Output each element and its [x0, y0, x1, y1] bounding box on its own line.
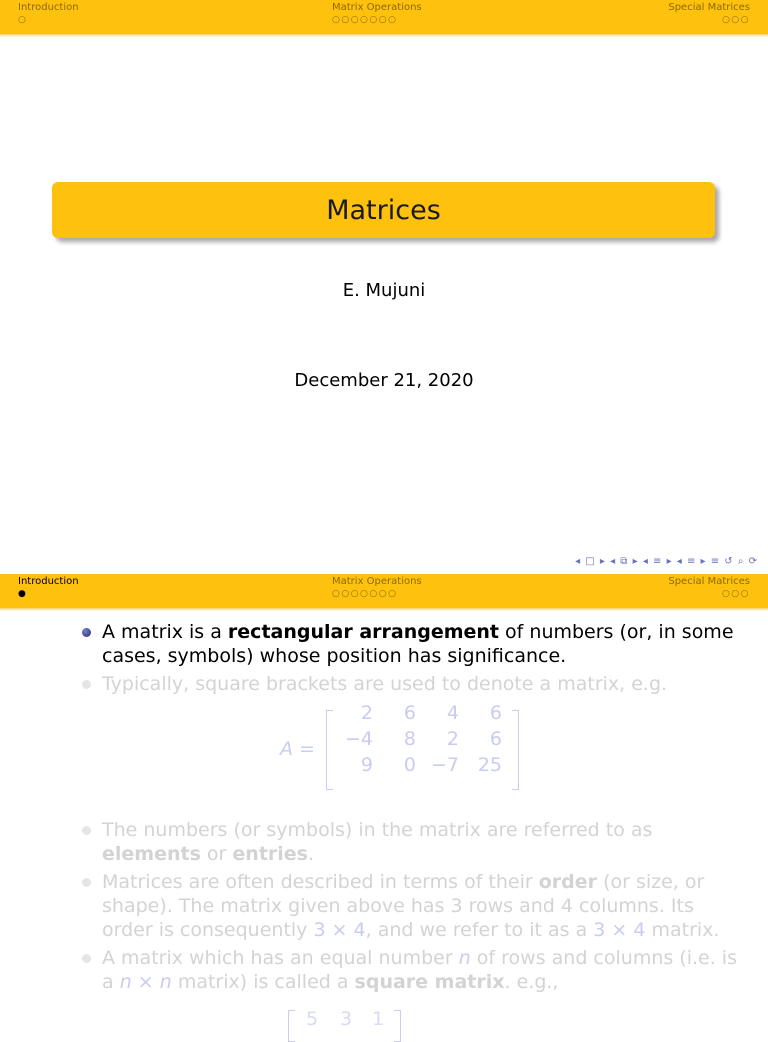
beamer-navigation-icons[interactable]: ◂ □ ▸ ◂ ⧉ ▸ ◂ ≡ ▸ ◂ ≡ ▸ ≡ ↺ ⌕ ⟳: [575, 556, 758, 567]
bullet-icon: [82, 628, 91, 637]
title-box: [52, 182, 715, 238]
nav-introduction-active[interactable]: Introduction: [18, 576, 79, 587]
bullet-icon: [82, 680, 91, 689]
list-item: A matrix is a rectangular arrangement of numbers (or, in some cases, symbols) whose position has significance.: [80, 620, 740, 668]
left-bracket: [288, 1010, 295, 1042]
date: December 21, 2020: [294, 370, 474, 391]
nav-dots-introduction-active[interactable]: ●: [18, 589, 28, 599]
nav-special-matrices[interactable]: Special Matrices: [668, 2, 750, 13]
list-item: Matrices are often described in terms of their order (or size, or shape). The matrix given above has 3 rows and 4 columns. Its order is consequently 3 × 4, and we refer to it as a 3 × 4 matrix.: [80, 870, 740, 942]
nav-dots-matrix-operations[interactable]: ○○○○○○○: [332, 589, 398, 599]
nav-dots-matrix-operations[interactable]: ○○○○○○○: [332, 15, 398, 25]
nav-matrix-operations[interactable]: Matrix Operations: [332, 576, 422, 587]
slide-content: [80, 620, 740, 998]
page-title: Matrices: [326, 195, 441, 226]
matrix-row: 9 0 −7 25: [360, 754, 502, 776]
bullet-icon: [82, 954, 91, 963]
nav-matrix-operations[interactable]: Matrix Operations: [332, 2, 422, 13]
bullet-icon: [82, 826, 91, 835]
headline-bar-slide2: [0, 574, 768, 608]
right-bracket: [394, 1010, 401, 1042]
matrix-row: −4 8 2 6: [344, 728, 502, 750]
headline-bar-slide1: [0, 0, 768, 34]
nav-dots-introduction[interactable]: ○: [18, 15, 28, 25]
list-item: The numbers (or symbols) in the matrix are referred to as elements or entries.: [80, 818, 740, 866]
nav-dots-special-matrices[interactable]: ○○○: [721, 589, 750, 599]
author: E. Mujuni: [342, 280, 426, 301]
right-bracket: [512, 710, 519, 790]
matrix-row: 2 6 4 6: [360, 702, 502, 724]
nav-special-matrices[interactable]: Special Matrices: [668, 576, 750, 587]
list-item: Typically, square brackets are used to denote a matrix, e.g.: [80, 672, 740, 696]
left-bracket: [326, 710, 333, 790]
bullet-icon: [82, 878, 91, 887]
list-item: A matrix which has an equal number n of rows and columns (i.e. is a n × n matrix) is called a square matrix. e.g.,: [80, 946, 740, 994]
matrix-a: [80, 702, 740, 806]
matrix-label: A =: [280, 738, 315, 760]
nav-introduction[interactable]: Introduction: [18, 2, 79, 13]
nav-dots-special-matrices[interactable]: ○○○: [721, 15, 750, 25]
